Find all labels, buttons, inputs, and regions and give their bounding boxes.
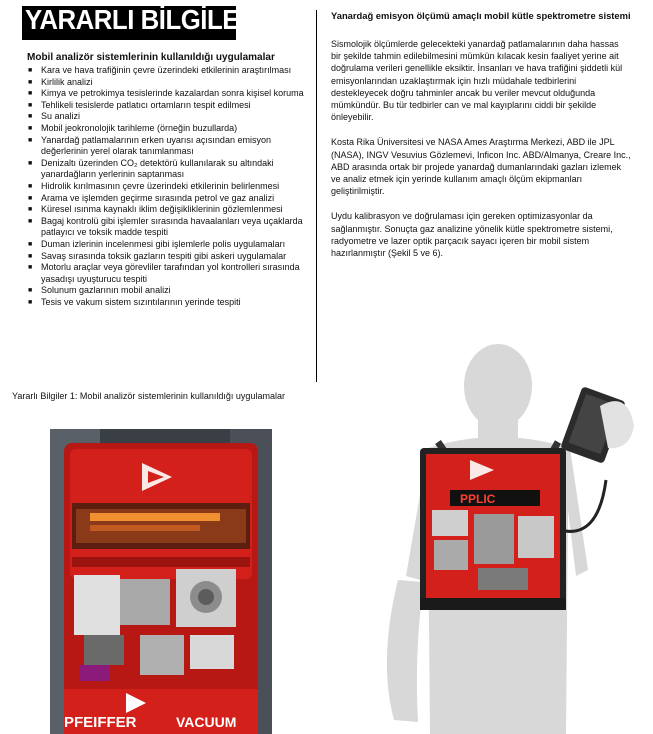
analyzer-photo [50,429,272,734]
list-item: ■ Kimya ve petrokimya tesislerinde kazalardan sonra kişisel koruma [27,88,311,100]
list-item: ■ Bagaj kontrolü gibi işlemler sırasında havaalanları veya uçaklarda patlayıcı ve toksik madde tespiti [27,216,311,239]
info-heading: Mobil analizör sistemlerinin kullanıldığı uygulamalar [27,52,275,63]
figure-caption: Yararlı Bilgiler 1: Mobil analizör sistemlerinin kullanıldığı uygulamalar [12,391,285,401]
display-readout: PPLIC [460,492,496,506]
page-title: YARARLI BİLGİLER [25,4,258,35]
list-item: ■ Duman izlerinin incelenmesi gibi işlemlerle polis uygulamaları [27,239,311,251]
list-item: ■ Denizaltı üzerinden CO₂ detektörü kullanılarak su altındaki yanardağların yerlerinin saptanması [27,158,311,181]
article-paragraph: Sismolojik ölçümlerde gelecekteki yanardağ patlamalarının daha hassas bir şekilde tahmin edilebilmesini mümkün kılacak kesin faaliyet yerine ait doğrulama verileri genellikle eksiktir. İnsanları ve hava trafiğini şiddetli kül emisyonlarından uzaklaştırmak için hızlı müdahale tedbirlerini destekleyecek doğru tahminler ancak bu veriler mevcut olduğunda mümkündür. Bu tür tedbirler can ve mal kayıplarını ciddi bir şekilde önleyebilir. [331,39,623,123]
info-box [27,52,311,308]
article-paragraph: Kosta Rika Üniversitesi ve NASA Ames Araştırma Merkezi, ABD ile JPL (NASA), INGV Vesuvius Gözlemevi, Inficon Inc. ABD/Almanya, Creare Inc., ABD arasında ortak bir projede yanardağ dumanlarındaki gazları izlemek ve analiz etmek için yerinde kullanım amaçlı ölçüm ekipmanları geliştirilmiştir. [331,137,631,197]
brand-label: PFEIFFER [64,714,137,731]
article-paragraph: Uydu kalibrasyon ve doğrulaması için gereken optimizasyonlar da sağlanmıştır. Sonuçta gaz analizine yönelik kütle spektrometre sistemi, radyometre ve lazer optik parçacık sayacı içeren bir mobil sistem hazırlanmıştır (Şekil 5 ve 6). [331,211,613,259]
list-item: ■ Kirlilik analizi [27,77,311,89]
list-item: ■ Hidrolik kırılmasının çevre üzerindeki etkilerinin belirlenmesi [27,181,311,193]
article-heading: Yanardağ emisyon ölçümü amaçlı mobil kütle spektrometre sistemi [331,10,631,21]
list-item: ■ Motorlu araçlar veya görevliler tarafından yol kontrolleri sırasında yasadışı uyuşturucu tespiti [27,262,311,285]
article-column [331,10,631,272]
list-item: ■ Arama ve işlemden geçirme sırasında petrol ve gaz analizi [27,193,311,205]
list-item: ■ Tehlikeli tesislerde patlatıcı ortamların tespit edilmesi [27,100,311,112]
list-item: ■ Yanardağ patlamalarının erken uyarısı açısından emisyon değerlerinin yerel olarak tanımlanması [27,135,311,158]
page-title-box [22,4,258,40]
list-item: ■ Su analizi [27,111,311,123]
list-item: ■ Küresel ısınma kaynaklı iklim değişikliklerinin gözlemlenmesi [27,204,311,216]
list-item: ■ Tesis ve vakum sistem sızıntılarının yerinde tespiti [27,297,311,309]
brand-label-2: VACUUM [176,714,237,730]
list-item: ■ Savaş sırasında toksik gazların tespiti gibi askeri uygulamalar [27,251,311,263]
backpack-figure [338,330,653,734]
column-divider [316,10,317,382]
application-list [27,65,311,308]
list-item: ■ Solunum gazlarının mobil analizi [27,285,311,297]
list-item: ■ Mobil jeokronolojik tarihleme (örneğin buzullarda) [27,123,311,135]
list-item: ■ Kara ve hava trafiğinin çevre üzerindeki etkilerinin araştırılması [27,65,311,77]
